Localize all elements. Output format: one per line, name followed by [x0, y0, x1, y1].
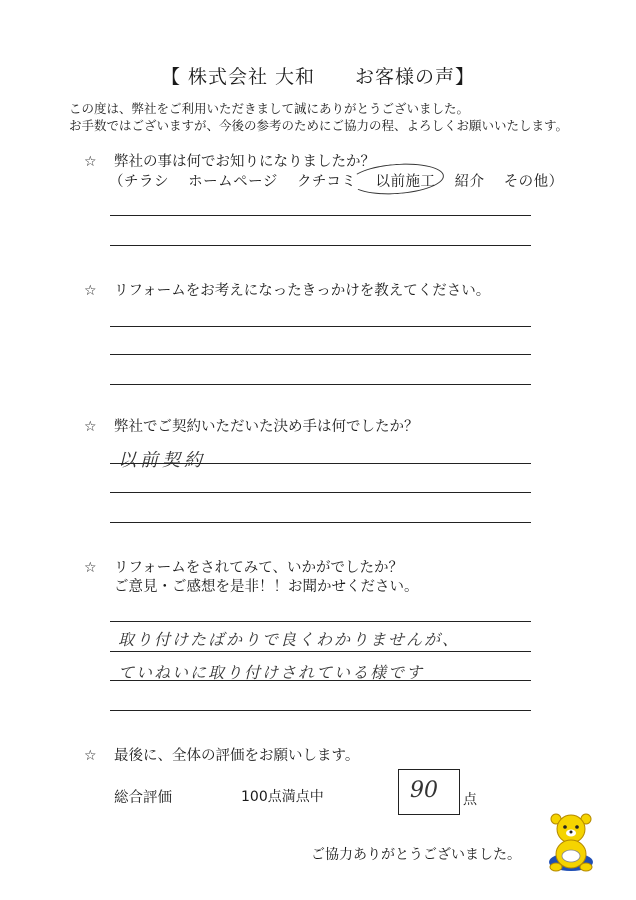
- option-item: ホームページ: [188, 174, 278, 190]
- answer-line: [110, 651, 531, 652]
- score-unit: 点: [463, 792, 477, 808]
- yellow-bear-mascot-icon: [546, 812, 596, 874]
- star-icon: ☆: [84, 154, 97, 170]
- question-3-text: 弊社でご契約いただいた決め手は何でしたか？: [114, 419, 419, 435]
- question-4-text-2: ご意見・ご感想を是非！！お聞かせください。: [114, 579, 419, 595]
- question-3: [84, 415, 419, 436]
- answer-line: [110, 354, 531, 355]
- star-icon: ☆: [84, 560, 97, 576]
- answer-line: [110, 492, 531, 493]
- question-2: [84, 279, 490, 300]
- star-icon: ☆: [84, 419, 97, 435]
- answer-line: [110, 215, 531, 216]
- rating-scale-label: 100点満点中: [241, 789, 324, 805]
- answer-line: [110, 384, 531, 385]
- star-icon: ☆: [84, 748, 97, 764]
- question-2-text: リフォームをお考えになったきっかけを教えてください。: [114, 283, 491, 299]
- answer-line: [110, 245, 531, 246]
- handwritten-answer-3: 以前契約: [118, 450, 206, 471]
- answer-line: [110, 710, 531, 711]
- option-open: （チラシ: [109, 174, 169, 190]
- answer-line: [110, 463, 531, 464]
- option-item-selected: 以前施工: [375, 174, 436, 190]
- question-4-text: リフォームをされてみて、いかがでしたか？: [114, 560, 403, 576]
- handwritten-score: 90: [410, 778, 438, 803]
- handwritten-answer-4-line-1: 取り付けたばかりで良くわかりませんが、: [118, 630, 461, 649]
- answer-line: [110, 680, 531, 681]
- overall-rating-label: 総合評価: [114, 790, 172, 806]
- intro-line-2: お手数ではございますが、今後の参考のためにご協力の程、よろしくお願いいたします。: [69, 118, 569, 133]
- question-1: [84, 150, 375, 171]
- handwritten-answer-4-line-2: ていねいに取り付けされている様です: [118, 663, 425, 682]
- answer-line: [110, 522, 531, 523]
- answer-line: [110, 621, 531, 622]
- question-4: [84, 556, 403, 577]
- thanks-message: ご協力ありがとうございました。: [311, 847, 521, 863]
- option-item: その他）: [503, 174, 564, 190]
- option-item: 紹介: [454, 174, 485, 190]
- option-item: クチコミ: [296, 174, 357, 190]
- star-icon: ☆: [84, 283, 97, 299]
- question-5: [84, 744, 359, 765]
- question-1-text: 弊社の事は何でお知りになりましたか？: [114, 154, 375, 170]
- question-1-options: [109, 170, 578, 191]
- question-5-text: 最後に、全体の評価をお願いします。: [114, 748, 360, 764]
- intro-line-1: この度は、弊社をご利用いただきまして誠にありがとうございました。: [69, 101, 470, 116]
- answer-line: [110, 326, 531, 327]
- page-title: 【 株式会社 大和 お客様の声】: [160, 66, 476, 88]
